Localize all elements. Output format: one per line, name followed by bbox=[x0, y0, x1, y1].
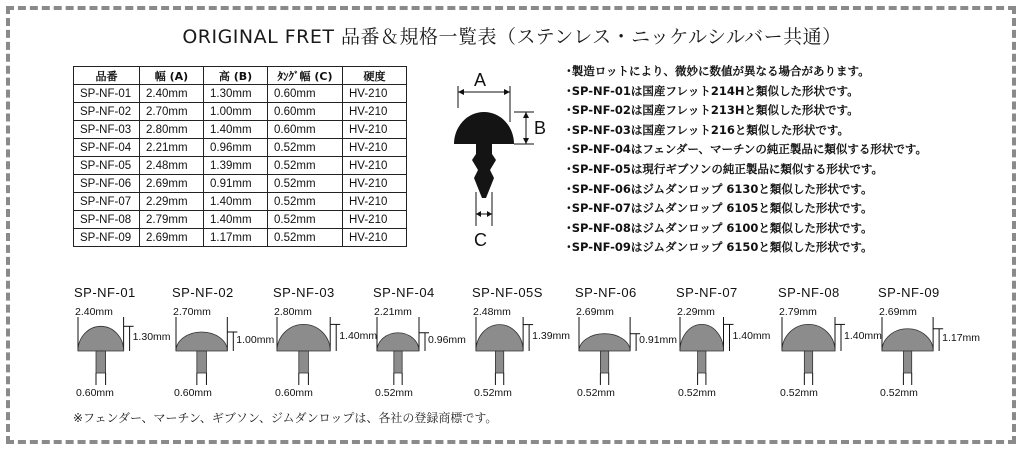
note-line: ･SP-NF-01は国産フレット214Hと類似した形状です。 bbox=[566, 83, 859, 98]
note-line: ･SP-NF-07はジムダンロップ 6105と類似した形状です。 bbox=[566, 201, 873, 216]
fret-width-label: 2.40mm bbox=[75, 306, 113, 318]
fret-crown bbox=[782, 324, 835, 351]
table-cell: 0.60mm bbox=[268, 85, 343, 103]
table-cell: SP-NF-05 bbox=[74, 157, 140, 175]
fret-tang-label: 0.60mm bbox=[76, 387, 114, 399]
fret-tang-label: 0.52mm bbox=[474, 387, 512, 399]
fret-tang-label: 0.60mm bbox=[174, 387, 212, 399]
table-row bbox=[74, 175, 407, 193]
fret-height-label: 1.40mm bbox=[844, 329, 882, 342]
fret-name: SP-NF-03 bbox=[273, 285, 335, 300]
fret-tang bbox=[197, 351, 207, 373]
fret-name: SP-NF-01 bbox=[74, 285, 136, 300]
table-header-cell: 幅 (A) bbox=[140, 67, 204, 85]
fret-diagram bbox=[472, 285, 572, 405]
fret-tang-label: 0.52mm bbox=[880, 387, 918, 399]
table-cell: 0.52mm bbox=[268, 157, 343, 175]
fret-crown bbox=[377, 333, 419, 351]
table-cell: 0.96mm bbox=[204, 139, 268, 157]
fret-width-label: 2.29mm bbox=[677, 306, 715, 318]
fret-width-label: 2.80mm bbox=[274, 306, 312, 318]
fret-height-label: 1.39mm bbox=[532, 329, 571, 342]
fret-height-label: 1.00mm bbox=[236, 333, 275, 346]
fret-diagram bbox=[575, 285, 678, 405]
table-cell: 2.70mm bbox=[140, 103, 204, 121]
spec-table bbox=[73, 66, 407, 247]
fret-tang-label: 0.52mm bbox=[678, 387, 716, 399]
table-cell: 1.30mm bbox=[204, 85, 268, 103]
table-cell: 0.52mm bbox=[268, 229, 343, 247]
table-header-cell: 硬度 bbox=[343, 67, 407, 85]
table-cell: HV-210 bbox=[343, 193, 407, 211]
table-cell: 2.48mm bbox=[140, 157, 204, 175]
table-cell: SP-NF-02 bbox=[74, 103, 140, 121]
table-cell: 2.29mm bbox=[140, 193, 204, 211]
table-cell: 0.60mm bbox=[268, 121, 343, 139]
table-header-cell: 品番 bbox=[74, 67, 140, 85]
table-cell: 0.52mm bbox=[268, 139, 343, 157]
notes-list bbox=[566, 62, 927, 258]
table-cell: 2.79mm bbox=[140, 211, 204, 229]
fret-tang-shape bbox=[472, 144, 496, 198]
table-header-row bbox=[74, 67, 407, 85]
table-row bbox=[74, 85, 407, 103]
table-cell: 0.60mm bbox=[268, 103, 343, 121]
fret-width-label: 2.70mm bbox=[173, 306, 211, 318]
fret-crown bbox=[476, 325, 523, 351]
fret-width-label: 2.79mm bbox=[779, 306, 817, 318]
table-cell: 2.40mm bbox=[140, 85, 204, 103]
table-cell: SP-NF-09 bbox=[74, 229, 140, 247]
fret-tang bbox=[96, 351, 106, 373]
fret-crown bbox=[277, 324, 330, 351]
table-cell: SP-NF-04 bbox=[74, 139, 140, 157]
table-row bbox=[74, 103, 407, 121]
note-line: ･SP-NF-08はジムダンロップ 6100と類似した形状です。 bbox=[566, 220, 873, 235]
fret-diagram bbox=[172, 285, 275, 405]
table-cell: HV-210 bbox=[343, 211, 407, 229]
table-cell: 0.52mm bbox=[268, 211, 343, 229]
table-row bbox=[74, 139, 407, 157]
fret-crown bbox=[680, 324, 724, 351]
fret-name: SP-NF-05S bbox=[472, 285, 543, 300]
fret-crown bbox=[176, 332, 227, 351]
fret-tang-label: 0.60mm bbox=[275, 387, 313, 399]
note-line: ･SP-NF-06はジムダンロップ 6130と類似した形状です。 bbox=[566, 181, 873, 196]
fret-tang bbox=[804, 351, 812, 373]
table-cell: 0.52mm bbox=[268, 175, 343, 193]
fret-name: SP-NF-02 bbox=[172, 285, 234, 300]
table-cell: 2.80mm bbox=[140, 121, 204, 139]
table-cell: HV-210 bbox=[343, 121, 407, 139]
fret-tang bbox=[299, 351, 309, 373]
fret-name: SP-NF-08 bbox=[778, 285, 840, 300]
fret-tang-label: 0.52mm bbox=[780, 387, 818, 399]
fret-name: SP-NF-06 bbox=[575, 285, 637, 300]
fret-diagram bbox=[273, 285, 378, 405]
fret-height-label: 1.40mm bbox=[339, 329, 378, 342]
fret-diagram bbox=[373, 285, 473, 405]
fret-height-label: 1.17mm bbox=[942, 331, 981, 344]
label-c: C bbox=[474, 230, 487, 250]
fret-tang bbox=[903, 351, 911, 373]
table-cell: 1.39mm bbox=[204, 157, 268, 175]
note-line: ･SP-NF-02は国産フレット213Hと類似した形状です。 bbox=[566, 103, 859, 118]
label-b: B bbox=[534, 118, 547, 138]
table-cell: SP-NF-06 bbox=[74, 175, 140, 193]
table-cell: SP-NF-07 bbox=[74, 193, 140, 211]
fret-profile-diagram bbox=[448, 68, 558, 258]
table-cell: 2.21mm bbox=[140, 139, 204, 157]
fret-crown bbox=[882, 329, 933, 351]
table-cell: 2.69mm bbox=[140, 229, 204, 247]
fret-tang-label: 0.52mm bbox=[577, 387, 615, 399]
fret-tang bbox=[600, 351, 608, 373]
fret-tang bbox=[495, 351, 503, 373]
table-cell: HV-210 bbox=[343, 103, 407, 121]
fret-crown bbox=[78, 326, 124, 351]
table-cell: HV-210 bbox=[343, 157, 407, 175]
table-row bbox=[74, 193, 407, 211]
table-cell: SP-NF-08 bbox=[74, 211, 140, 229]
footnote: ※フェンダー、マーチン、ギブソン、ジムダンロップは、各社の登録商標です。 bbox=[73, 411, 498, 425]
table-row bbox=[74, 229, 407, 247]
fret-tang-label: 0.52mm bbox=[375, 387, 413, 399]
table-header-cell: 高 (B) bbox=[204, 67, 268, 85]
table-row bbox=[74, 157, 407, 175]
table-cell: 1.40mm bbox=[204, 193, 268, 211]
fret-width-label: 2.69mm bbox=[879, 306, 917, 318]
fret-crown-shape bbox=[454, 112, 514, 144]
fret-diagram bbox=[878, 285, 981, 405]
fret-width-label: 2.21mm bbox=[374, 306, 412, 318]
note-line: ･SP-NF-05は現行ギブソンの純正製品に類似する形状です。 bbox=[566, 161, 884, 176]
note-line: ･SP-NF-03は国産フレット216と類似した形状です。 bbox=[566, 122, 849, 137]
fret-width-label: 2.48mm bbox=[473, 306, 511, 318]
table-cell: 1.17mm bbox=[204, 229, 268, 247]
table-cell: 0.91mm bbox=[204, 175, 268, 193]
table-cell: HV-210 bbox=[343, 229, 407, 247]
fret-name: SP-NF-04 bbox=[373, 285, 435, 300]
page-title: ORIGINAL FRET 品番＆規格一覧表（ステンレス・ニッケルシルバー共通） bbox=[182, 26, 842, 48]
fret-height-label: 1.40mm bbox=[732, 329, 771, 342]
fret-tang bbox=[394, 351, 402, 373]
table-cell: HV-210 bbox=[343, 85, 407, 103]
fret-height-label: 0.91mm bbox=[639, 334, 678, 347]
note-line: ･SP-NF-09はジムダンロップ 6150と類似した形状です。 bbox=[566, 240, 873, 255]
fret-width-label: 2.69mm bbox=[576, 306, 614, 318]
fret-diagram bbox=[676, 285, 776, 405]
table-cell: SP-NF-01 bbox=[74, 85, 140, 103]
fret-crown bbox=[579, 334, 630, 351]
table-cell: SP-NF-03 bbox=[74, 121, 140, 139]
table-cell: 1.00mm bbox=[204, 103, 268, 121]
fret-name: SP-NF-09 bbox=[878, 285, 940, 300]
fret-height-label: 0.96mm bbox=[427, 333, 466, 346]
table-row bbox=[74, 211, 407, 229]
fret-name: SP-NF-07 bbox=[676, 285, 738, 300]
fret-height-label: 1.30mm bbox=[132, 330, 171, 343]
table-cell: 2.69mm bbox=[140, 175, 204, 193]
table-cell: 1.40mm bbox=[204, 121, 268, 139]
table-cell: 0.52mm bbox=[268, 193, 343, 211]
table-cell: HV-210 bbox=[343, 139, 407, 157]
note-line: ･SP-NF-04はフェンダー、マーチンの純正製品に類似する形状です。 bbox=[566, 142, 927, 157]
note-line: ･製造ロットにより、微妙に数値が異なる場合があります。 bbox=[566, 64, 870, 78]
fret-diagram bbox=[74, 285, 174, 405]
fret-diagram bbox=[778, 285, 882, 405]
table-cell: HV-210 bbox=[343, 175, 407, 193]
label-a: A bbox=[474, 70, 487, 90]
fret-tang bbox=[698, 351, 706, 373]
table-cell: 1.40mm bbox=[204, 211, 268, 229]
table-header-cell: ﾀﾝｸﾞ幅 (C) bbox=[268, 67, 343, 85]
table-row bbox=[74, 121, 407, 139]
